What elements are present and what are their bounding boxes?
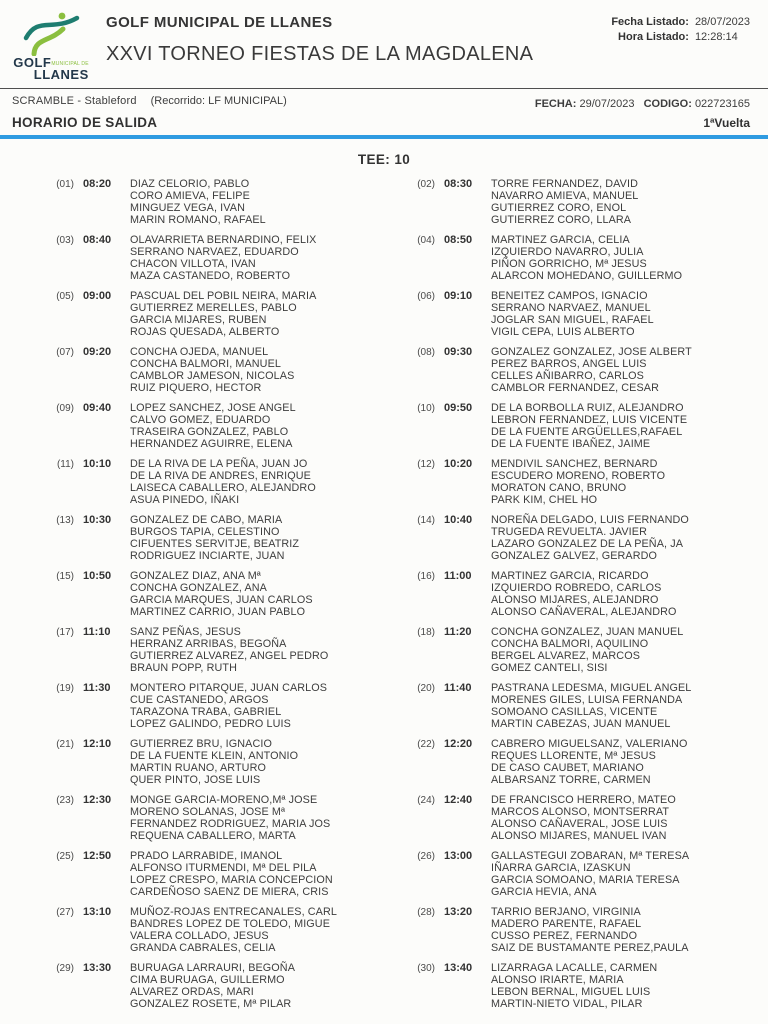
entry-players bbox=[491, 962, 657, 1010]
player-name: ASUA PINEDO, IÑAKI bbox=[130, 494, 240, 506]
player-name: VALERA COLLADO, JESUS bbox=[130, 930, 269, 942]
player-name: CUSSO PEREZ, FERNANDO bbox=[491, 930, 638, 942]
player-name: SOMOANO CASILLAS, VICENTE bbox=[491, 706, 658, 718]
section-title: HORARIO DE SALIDA bbox=[12, 115, 158, 130]
player-name: ALONSO MIJARES, ALEJANDRO bbox=[491, 594, 659, 606]
entry-players bbox=[130, 458, 316, 506]
entry-players bbox=[491, 570, 677, 618]
tee-time-entry bbox=[405, 290, 762, 338]
entries-grid bbox=[0, 178, 768, 1010]
blue-divider bbox=[0, 135, 768, 139]
player-name: ALONSO CAÑAVERAL, JOSE LUIS bbox=[491, 818, 668, 830]
logo-word-golf: GOLF bbox=[13, 55, 52, 70]
title-block bbox=[106, 10, 533, 66]
player-name: TORRE FERNANDEZ, DAVID bbox=[491, 178, 638, 190]
entry-time: 09:30 bbox=[444, 346, 473, 358]
player-name: CIMA BURUAGA, GUILLERMO bbox=[130, 974, 285, 986]
fecha-listado-label: Fecha Listado: bbox=[611, 16, 689, 28]
entry-time: 13:40 bbox=[444, 962, 473, 974]
player-name: SERRANO NARVAEZ, MANUEL bbox=[491, 302, 651, 314]
entry-players bbox=[130, 402, 296, 450]
player-name: GUTIERREZ BRU, IGNACIO bbox=[130, 738, 272, 750]
player-name: GONZALEZ GONZALEZ, JOSE ALBERT bbox=[491, 346, 692, 358]
tee-time-entry bbox=[44, 626, 401, 674]
hora-listado-label: Hora Listado: bbox=[618, 31, 689, 43]
fecha-codigo-text bbox=[535, 95, 750, 110]
golf-llanes-logo bbox=[12, 10, 90, 80]
player-name: RUIZ PIQUERO, HECTOR bbox=[130, 382, 262, 394]
entry-time: 12:20 bbox=[444, 738, 473, 750]
player-name: MUÑOZ-ROJAS ENTRECANALES, CARL bbox=[130, 906, 337, 918]
entry-time: 10:40 bbox=[444, 514, 473, 526]
entry-players bbox=[491, 178, 638, 226]
player-name: MORATON CANO, BRUNO bbox=[491, 482, 627, 494]
player-name: MARTIN RUANO, ARTURO bbox=[130, 762, 266, 774]
fecha-label: FECHA: bbox=[534, 98, 577, 110]
player-name: RODRIGUEZ INCIARTE, JUAN bbox=[130, 550, 285, 562]
tee-time-entry bbox=[405, 906, 762, 954]
player-name: REQUES LLORENTE, Mª JESUS bbox=[491, 750, 656, 762]
entry-time: 13:20 bbox=[444, 906, 473, 918]
entry-time: 10:20 bbox=[444, 458, 473, 470]
player-name: MARTINEZ GARCIA, RICARDO bbox=[491, 570, 649, 582]
player-name: ROJAS QUESADA, ALBERTO bbox=[130, 326, 280, 338]
entry-number: (30) bbox=[417, 962, 435, 974]
player-name: ALBARSANZ TORRE, CARMEN bbox=[491, 774, 651, 786]
entry-time: 09:50 bbox=[444, 402, 473, 414]
player-name: MADERO PARENTE, RAFAEL bbox=[491, 918, 642, 930]
entry-players bbox=[130, 346, 294, 394]
entry-number: (12) bbox=[417, 458, 435, 470]
entry-number: (06) bbox=[417, 290, 435, 302]
tee-time-entry bbox=[405, 178, 762, 226]
hora-listado-value: 12:28:14 bbox=[694, 31, 738, 43]
entry-number: (15) bbox=[56, 570, 74, 582]
entry-number: (04) bbox=[417, 234, 435, 246]
tee-title: TEE: 10 bbox=[357, 152, 411, 167]
tee-time-entry bbox=[44, 178, 401, 226]
player-name: LAISECA CABALLERO, ALEJANDRO bbox=[130, 482, 316, 494]
entry-time: 08:50 bbox=[444, 234, 473, 246]
player-name: CHACON VILLOTA, IVAN bbox=[130, 258, 256, 270]
tee-time-entry bbox=[405, 402, 762, 450]
entry-number: (01) bbox=[56, 178, 74, 190]
document-header bbox=[0, 0, 768, 80]
entry-time: 12:50 bbox=[83, 850, 112, 862]
entry-players bbox=[130, 234, 317, 282]
player-name: GARCIA MIJARES, RUBEN bbox=[130, 314, 267, 326]
player-name: BANDRES LOPEZ DE TOLEDO, MIGUE bbox=[130, 918, 330, 930]
player-name: DE LA FUENTE IBAÑEZ, JAIME bbox=[491, 438, 651, 450]
recorrido-text: (Recorrido: LF MUNICIPAL) bbox=[150, 95, 287, 107]
entry-players bbox=[130, 178, 266, 226]
player-name: CAMBLOR FERNANDEZ, CESAR bbox=[491, 382, 659, 394]
entry-time: 10:30 bbox=[83, 514, 112, 526]
tee-time-entry bbox=[405, 738, 762, 786]
entry-players bbox=[130, 290, 316, 338]
player-name: GARCIA HEVIA, ANA bbox=[491, 886, 597, 898]
entry-number: (29) bbox=[56, 962, 74, 974]
player-name: TARRIO BERJANO, VIRGINIA bbox=[491, 906, 641, 918]
player-name: GONZALEZ DIAZ, ANA Mª bbox=[130, 570, 261, 582]
entry-players bbox=[491, 906, 689, 954]
player-name: TARAZONA TRABA, GABRIEL bbox=[130, 706, 282, 718]
entry-players bbox=[130, 850, 333, 898]
player-name: GONZALEZ ROSETE, Mª PILAR bbox=[130, 998, 292, 1010]
tee-time-entry bbox=[405, 682, 762, 730]
tee-time-entry bbox=[44, 906, 401, 954]
player-name: DE CASO CAUBET, MARIANO bbox=[491, 762, 644, 774]
entry-number: (10) bbox=[417, 402, 435, 414]
player-name: HERNANDEZ AGUIRRE, ELENA bbox=[130, 438, 293, 450]
player-name: SERRANO NARVAEZ, EDUARDO bbox=[130, 246, 299, 258]
entry-time: 12:10 bbox=[83, 738, 112, 750]
player-name: GALLASTEGUI ZOBARAN, Mª TERESA bbox=[491, 850, 690, 862]
player-name: ALONSO IRIARTE, MARIA bbox=[491, 974, 624, 986]
player-name: DE LA RIVA DE LA PEÑA, JUAN JO bbox=[130, 458, 308, 470]
player-name: PASTRANA LEDESMA, MIGUEL ANGEL bbox=[491, 682, 692, 694]
logo-word-llanes: LLANES bbox=[33, 67, 89, 82]
entry-number: (03) bbox=[56, 234, 74, 246]
player-name: PASCUAL DEL POBIL NEIRA, MARIA bbox=[130, 290, 317, 302]
player-name: GRANDA CABRALES, CELIA bbox=[130, 942, 276, 954]
player-name: MARTINEZ CARRIO, JUAN PABLO bbox=[130, 606, 306, 618]
entry-number: (02) bbox=[417, 178, 435, 190]
player-name: MARTIN CABEZAS, JUAN MANUEL bbox=[491, 718, 671, 730]
player-name: MENDIVIL SANCHEZ, BERNARD bbox=[491, 458, 658, 470]
entry-number: (08) bbox=[417, 346, 435, 358]
entry-time: 11:00 bbox=[444, 570, 472, 582]
player-name: OLAVARRIETA BERNARDINO, FELIX bbox=[130, 234, 317, 246]
entry-players bbox=[491, 794, 676, 842]
entry-number: (11) bbox=[56, 458, 74, 470]
tee-time-entry bbox=[405, 346, 762, 394]
listado-block bbox=[611, 10, 750, 43]
player-name: GUTIERREZ MERELLES, PABLO bbox=[130, 302, 297, 314]
player-name: LOPEZ SANCHEZ, JOSE ANGEL bbox=[130, 402, 296, 414]
entry-players bbox=[491, 402, 687, 450]
player-name: SAIZ DE BUSTAMANTE PEREZ,PAULA bbox=[491, 942, 689, 954]
player-name: CABRERO MIGUELSANZ, VALERIANO bbox=[491, 738, 688, 750]
entry-number: (25) bbox=[56, 850, 74, 862]
entry-time: 08:20 bbox=[83, 178, 112, 190]
entry-players bbox=[491, 850, 689, 898]
entry-time: 11:40 bbox=[444, 682, 472, 694]
player-name: MONGE GARCIA-MORENO,Mª JOSE bbox=[130, 794, 318, 806]
player-name: MONTERO PITARQUE, JUAN CARLOS bbox=[130, 682, 328, 694]
entry-time: 08:30 bbox=[444, 178, 473, 190]
format-row bbox=[12, 95, 750, 110]
entry-number: (05) bbox=[56, 290, 74, 302]
entry-number: (14) bbox=[417, 514, 435, 526]
entry-time: 12:40 bbox=[444, 794, 473, 806]
entry-players bbox=[130, 962, 295, 1010]
player-name: GONZALEZ GALVEZ, GERARDO bbox=[491, 550, 657, 562]
codigo-label: CODIGO: bbox=[643, 98, 692, 110]
entry-number: (17) bbox=[56, 626, 74, 638]
entry-number: (19) bbox=[56, 682, 74, 694]
tee-time-entry bbox=[405, 794, 762, 842]
player-name: ALONSO CAÑAVERAL, ALEJANDRO bbox=[491, 606, 677, 618]
fecha-value: 29/07/2023 bbox=[579, 98, 635, 110]
player-name: BERGEL ALVAREZ, MARCOS bbox=[491, 650, 640, 662]
player-name: NAVARRO AMIEVA, MANUEL bbox=[491, 190, 639, 202]
logo-word-municipal: MUNICIPAL DE bbox=[51, 61, 89, 67]
entry-players bbox=[491, 346, 692, 394]
player-name: PARK KIM, CHEL HO bbox=[491, 494, 598, 506]
tee-time-entry bbox=[405, 962, 762, 1010]
player-name: MAZA CASTANEDO, ROBERTO bbox=[130, 270, 291, 282]
player-name: LOPEZ GALINDO, PEDRO LUIS bbox=[130, 718, 291, 730]
player-name: BENEITEZ CAMPOS, IGNACIO bbox=[491, 290, 648, 302]
player-name: CUE CASTANEDO, ARGOS bbox=[130, 694, 269, 706]
entry-players bbox=[130, 906, 337, 954]
tee-time-entry bbox=[405, 234, 762, 282]
codigo-value: 022723165 bbox=[694, 98, 750, 110]
player-name: CARDEÑOSO SAENZ DE MIERA, CRIS bbox=[130, 886, 329, 898]
entry-number: (22) bbox=[417, 738, 435, 750]
entry-time: 13:00 bbox=[444, 850, 473, 862]
entry-time: 11:30 bbox=[83, 682, 111, 694]
player-name: BRAUN POPP, RUTH bbox=[130, 662, 237, 674]
player-name: ESCUDERO MORENO, ROBERTO bbox=[491, 470, 666, 482]
player-name: MARCOS ALONSO, MONTSERRAT bbox=[491, 806, 670, 818]
entry-number: (09) bbox=[56, 402, 74, 414]
tee-time-entry bbox=[44, 850, 401, 898]
player-name: PIÑON GORRICHO, Mª JESUS bbox=[491, 258, 647, 270]
player-name: CONCHA GONZALEZ, ANA bbox=[130, 582, 267, 594]
entry-players bbox=[491, 682, 691, 730]
player-name: NOREÑA DELGADO, LUIS FERNANDO bbox=[491, 514, 689, 526]
player-name: IZQUIERDO ROBREDO, CARLOS bbox=[491, 582, 662, 594]
tee-time-entry bbox=[44, 962, 401, 1010]
player-name: PEREZ BARROS, ANGEL LUIS bbox=[491, 358, 647, 370]
entry-players bbox=[130, 738, 298, 786]
tee-time-entry bbox=[44, 738, 401, 786]
entry-time: 11:10 bbox=[83, 626, 111, 638]
player-name: CONCHA BALMORI, MANUEL bbox=[130, 358, 281, 370]
entry-players bbox=[491, 626, 683, 674]
entry-number: (28) bbox=[417, 906, 435, 918]
player-name: GUTIERREZ CORO, LLARA bbox=[491, 214, 632, 226]
player-name: HERRANZ ARRIBAS, BEGOÑA bbox=[130, 638, 287, 650]
tournament-title: XXVI TORNEO FIESTAS DE LA MAGDALENA bbox=[106, 43, 534, 65]
player-name: DE LA BORBOLLA RUIZ, ALEJANDRO bbox=[491, 402, 684, 414]
player-name: MORENO SOLANAS, JOSE Mª bbox=[130, 806, 286, 818]
entry-players bbox=[130, 626, 328, 674]
player-name: QUER PINTO, JOSE LUIS bbox=[130, 774, 261, 786]
player-name: MARTIN-NIETO VIDAL, PILAR bbox=[491, 998, 643, 1010]
tee-time-entry bbox=[405, 570, 762, 618]
player-name: ALONSO MIJARES, MANUEL IVAN bbox=[491, 830, 667, 842]
player-name: TRASEIRA GONZALEZ, PABLO bbox=[130, 426, 289, 438]
tee-time-entry bbox=[44, 346, 401, 394]
entry-number: (16) bbox=[417, 570, 435, 582]
entry-players bbox=[130, 514, 299, 562]
entry-time: 09:10 bbox=[444, 290, 473, 302]
entry-number: (20) bbox=[417, 682, 435, 694]
format-text: SCRAMBLE - Stableford bbox=[12, 95, 137, 107]
player-name: SANZ PEÑAS, JESUS bbox=[130, 626, 241, 638]
player-name: LIZARRAGA LACALLE, CARMEN bbox=[491, 962, 658, 974]
tee-time-entry bbox=[405, 850, 762, 898]
club-title: GOLF MUNICIPAL DE LLANES bbox=[106, 14, 333, 31]
entry-players bbox=[491, 458, 665, 506]
player-name: PRADO LARRABIDE, IMANOL bbox=[130, 850, 283, 862]
entry-number: (27) bbox=[56, 906, 74, 918]
player-name: ALFONSO ITURMENDI, Mª DEL PILA bbox=[130, 862, 317, 874]
tee-time-entry bbox=[44, 234, 401, 282]
player-name: VIGIL CEPA, LUIS ALBERTO bbox=[491, 326, 635, 338]
player-name: CONCHA BALMORI, AQUILINO bbox=[491, 638, 649, 650]
tee-time-entry bbox=[405, 458, 762, 506]
player-name: MINGUEZ VEGA, IVAN bbox=[130, 202, 245, 214]
tee-time-entry bbox=[44, 514, 401, 562]
entry-time: 09:20 bbox=[83, 346, 112, 358]
player-name: CALVO GOMEZ, EDUARDO bbox=[130, 414, 271, 426]
entry-time: 09:40 bbox=[83, 402, 112, 414]
entry-number: (07) bbox=[56, 346, 74, 358]
player-name: JOGLAR SAN MIGUEL, RAFAEL bbox=[491, 314, 654, 326]
player-name: IÑARRA GARCIA, IZASKUN bbox=[491, 862, 631, 874]
tee-time-entry bbox=[44, 290, 401, 338]
player-name: LOPEZ CRESPO, MARIA CONCEPCION bbox=[130, 874, 333, 886]
entry-time: 13:10 bbox=[83, 906, 112, 918]
entry-time: 12:30 bbox=[83, 794, 112, 806]
player-name: GUTIERREZ CORO, ENOL bbox=[491, 202, 627, 214]
player-name: FERNANDEZ RODRIGUEZ, MARIA JOS bbox=[130, 818, 331, 830]
player-name: CELLES AÑIBARRO, CARLOS bbox=[491, 370, 644, 382]
entry-players bbox=[491, 290, 654, 338]
tee-time-entry bbox=[44, 682, 401, 730]
player-name: BURUAGA LARRAURI, BEGOÑA bbox=[130, 962, 295, 974]
player-name: ALARCON MOHEDANO, GUILLERMO bbox=[491, 270, 683, 282]
player-name: IZQUIERDO NAVARRO, JULIA bbox=[491, 246, 644, 258]
player-name: DE FRANCISCO HERRERO, MATEO bbox=[491, 794, 676, 806]
player-name: DE LA FUENTE ARGÜELLES,RAFAEL bbox=[491, 426, 683, 438]
tee-time-entry bbox=[44, 794, 401, 842]
player-name: MARIN ROMANO, RAFAEL bbox=[130, 214, 266, 226]
entry-players bbox=[130, 570, 313, 618]
fecha-listado-value: 28/07/2023 bbox=[694, 16, 750, 28]
entry-players bbox=[491, 514, 689, 562]
entry-players bbox=[491, 234, 682, 282]
entry-time: 10:50 bbox=[83, 570, 112, 582]
player-name: BURGOS TAPIA, CELESTINO bbox=[130, 526, 280, 538]
entry-players bbox=[130, 794, 330, 842]
player-name: ALVAREZ ORDAS, MARI bbox=[130, 986, 254, 998]
entry-players bbox=[491, 738, 687, 786]
entry-time: 13:30 bbox=[83, 962, 112, 974]
section-row bbox=[12, 115, 750, 130]
player-name: CONCHA GONZALEZ, JUAN MANUEL bbox=[491, 626, 684, 638]
player-name: DE LA RIVA DE ANDRES, ENRIQUE bbox=[130, 470, 311, 482]
player-name: GARCIA MARQUES, JUAN CARLOS bbox=[130, 594, 313, 606]
entry-number: (13) bbox=[56, 514, 74, 526]
player-name: MORENES GILES, LUISA FERNANDA bbox=[491, 694, 683, 706]
player-name: DIAZ CELORIO, PABLO bbox=[130, 178, 250, 190]
player-name: LEBRON FERNANDEZ, LUIS VICENTE bbox=[491, 414, 688, 426]
entry-number: (24) bbox=[417, 794, 435, 806]
player-name: CIFUENTES SERVITJE, BEATRIZ bbox=[130, 538, 300, 550]
player-name: CORO AMIEVA, FELIPE bbox=[130, 190, 250, 202]
entry-number: (23) bbox=[56, 794, 74, 806]
player-name: GONZALEZ DE CABO, MARIA bbox=[130, 514, 283, 526]
entry-number: (18) bbox=[417, 626, 435, 638]
entry-number: (26) bbox=[417, 850, 435, 862]
logo-wordmark bbox=[13, 57, 89, 80]
entry-time: 10:10 bbox=[83, 458, 112, 470]
player-name: MARTINEZ GARCIA, CELIA bbox=[491, 234, 630, 246]
player-name: LAZARO GONZALEZ DE LA PEÑA, JA bbox=[491, 538, 683, 550]
player-name: LEBON BERNAL, MIGUEL LUIS bbox=[491, 986, 651, 998]
vuelta-label: 1ªVuelta bbox=[703, 116, 750, 130]
player-name: GUTIERREZ ALVAREZ, ANGEL PEDRO bbox=[130, 650, 329, 662]
tee-time-entry bbox=[44, 458, 401, 506]
entry-players bbox=[130, 682, 327, 730]
golf-llanes-logo-icon bbox=[20, 10, 82, 61]
tee-time-entry bbox=[44, 402, 401, 450]
player-name: GOMEZ CANTELI, SISI bbox=[491, 662, 608, 674]
player-name: GARCIA SOMOANO, MARIA TERESA bbox=[491, 874, 680, 886]
subheader bbox=[0, 89, 768, 130]
player-name: CAMBLOR JAMESON, NICOLAS bbox=[130, 370, 295, 382]
entry-time: 11:20 bbox=[444, 626, 472, 638]
player-name: CONCHA OJEDA, MANUEL bbox=[130, 346, 269, 358]
tee-time-entry bbox=[44, 570, 401, 618]
player-name: REQUENA CABALLERO, MARTA bbox=[130, 830, 296, 842]
tee-time-entry bbox=[405, 626, 762, 674]
player-name: TRUGEDA REVUELTA. JAVIER bbox=[491, 526, 647, 538]
tee-time-entry bbox=[405, 514, 762, 562]
entry-time: 08:40 bbox=[83, 234, 112, 246]
entry-number: (21) bbox=[56, 738, 74, 750]
entry-time: 09:00 bbox=[83, 290, 112, 302]
player-name: DE LA FUENTE KLEIN, ANTONIO bbox=[130, 750, 299, 762]
